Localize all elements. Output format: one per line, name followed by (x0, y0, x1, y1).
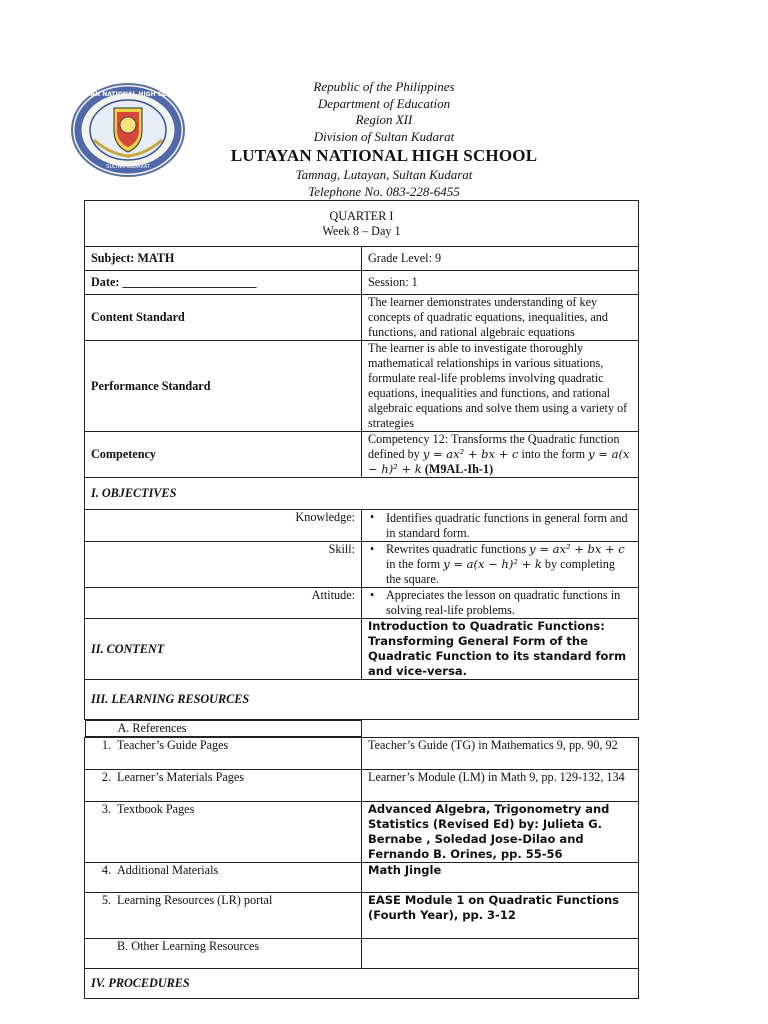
resource-label-1: 1. Teacher’s Guide Pages (85, 738, 362, 770)
procedures-title: IV. PROCEDURES (85, 969, 639, 999)
school-telephone: Telephone No. 083-228-6455 (308, 184, 460, 199)
other-resources-value (362, 939, 639, 969)
competency-general-form: y = ax² + bx + c (422, 447, 519, 461)
competency-code: (M9AL-Ih-1) (421, 462, 494, 476)
resource-value-1: Teacher’s Guide (TG) in Mathematics 9, pp. 90, 92 (362, 738, 639, 770)
competency-text (362, 432, 639, 478)
resources-title: III. LEARNING RESOURCES (85, 680, 639, 720)
competency-label: Competency (85, 432, 362, 478)
date-cell: Date: ______________________ (85, 271, 362, 295)
objectives-title: I. OBJECTIVES (85, 478, 639, 510)
resource-value-3: Advanced Algebra, Trigonometry and Statistics (Revised Ed) by: Julieta G. Bernabe , Soledad Jose-Dilao and Fernando B. Orines, pp. 55-56 (362, 802, 639, 863)
school-name: LUTAYAN NATIONAL HIGH SCHOOL (230, 146, 538, 165)
resource-row-2 (85, 770, 639, 802)
content-row (85, 619, 639, 680)
header-region: Region XII (355, 112, 413, 127)
competency-row (85, 432, 639, 478)
content-description: Transforming General Form of the Quadratic Function to its standard form and vice-versa. (368, 634, 627, 678)
skill-text (362, 542, 639, 588)
school-address: Tamnag, Lutayan, Sultan Kudarat (295, 167, 473, 182)
knowledge-text: • Identifies quadratic functions in general form and in standard form. (362, 510, 639, 542)
resource-row-5 (85, 893, 639, 939)
content-title: II. CONTENT (85, 619, 362, 680)
subject-row (85, 247, 639, 271)
attitude-text: • Appreciates the lesson on quadratic functions in solving real-life problems. (362, 588, 639, 619)
other-resources-row (85, 939, 639, 969)
header-republic: Republic of the Philippines (313, 79, 455, 94)
content-standard-row (85, 295, 639, 341)
resource-row-1 (85, 738, 639, 770)
performance-standard-text: The learner is able to investigate thoroughly mathematical relationships in various situations, formulate real-life problems involving quadratic equations, inequalities and functions, and rational algebraic equations and solve them using a variety of strategies (362, 341, 639, 432)
skill-in-form: in the form (386, 557, 444, 571)
competency-desc: Competency 12: Transforms the Quadratic function defined by (368, 432, 620, 461)
competency-into: into the form (518, 447, 589, 461)
skill-desc: Rewrites quadratic functions (386, 542, 530, 556)
knowledge-label: Knowledge: (85, 510, 362, 542)
resource-label-4: 4. Additional Materials (85, 863, 362, 893)
skill-vertex-form: y = a(x − h)² + k (443, 557, 542, 571)
grade-level-cell: Grade Level: 9 (362, 247, 639, 271)
resource-value-2: Learner’s Module (LM) in Math 9, pp. 129-132, 134 (362, 770, 639, 802)
attitude-row (85, 588, 639, 619)
quarter-row (85, 201, 639, 247)
subject-cell: Subject: MATH (85, 247, 362, 271)
skill-row (85, 542, 639, 588)
resources-row (85, 680, 639, 720)
procedures-row (85, 969, 639, 999)
resource-value-4: Math Jingle (362, 863, 639, 893)
resource-label-3: 3. Textbook Pages (85, 802, 362, 863)
skill-general-form: y = ax² + bx + c (529, 542, 625, 556)
skill-completing: by completing the square. (386, 557, 615, 586)
attitude-label: Attitude: (85, 588, 362, 619)
content-standard-label: Content Standard (85, 295, 362, 341)
performance-standard-row (85, 341, 639, 432)
knowledge-row (85, 510, 639, 542)
session-cell: Session: 1 (362, 271, 639, 295)
header-department: Department of Education (317, 96, 451, 111)
quarter-title: QUARTER I (329, 208, 394, 223)
resource-value-5: EASE Module 1 on Quadratic Functions (Fourth Year), pp. 3-12 (362, 893, 639, 939)
other-resources-label: B. Other Learning Resources (85, 939, 362, 969)
references-row (85, 720, 639, 738)
lesson-plan-table (84, 200, 639, 999)
references-label: A. References (85, 720, 362, 737)
quarter-week: Week 8 – Day 1 (322, 223, 401, 238)
content-topic: Introduction to Quadratic Functions: (368, 619, 605, 633)
header-division: Division of Sultan Kudarat (313, 129, 455, 144)
competency-vertex-form: y = a(x − h)² + k (368, 447, 630, 476)
objectives-row (85, 478, 639, 510)
seal-bottom-text: SULTAN KUDARAT (106, 164, 150, 170)
resource-label-2: 2. Learner’s Materials Pages (85, 770, 362, 802)
seal-ring-text: LUTAYAN NATIONAL HIGH SCHOOL (70, 91, 186, 98)
resource-row-4 (85, 863, 639, 893)
performance-standard-label: Performance Standard (85, 341, 362, 432)
date-row (85, 271, 639, 295)
content-standard-text: The learner demonstrates understanding of key concepts of quadratic equations, inequalities, and functions, and rational algebraic equations (362, 295, 639, 341)
resource-label-5: 5. Learning Resources (LR) portal (85, 893, 362, 939)
content-text (362, 619, 639, 680)
skill-label: Skill: (85, 542, 362, 588)
resource-row-3 (85, 802, 639, 863)
